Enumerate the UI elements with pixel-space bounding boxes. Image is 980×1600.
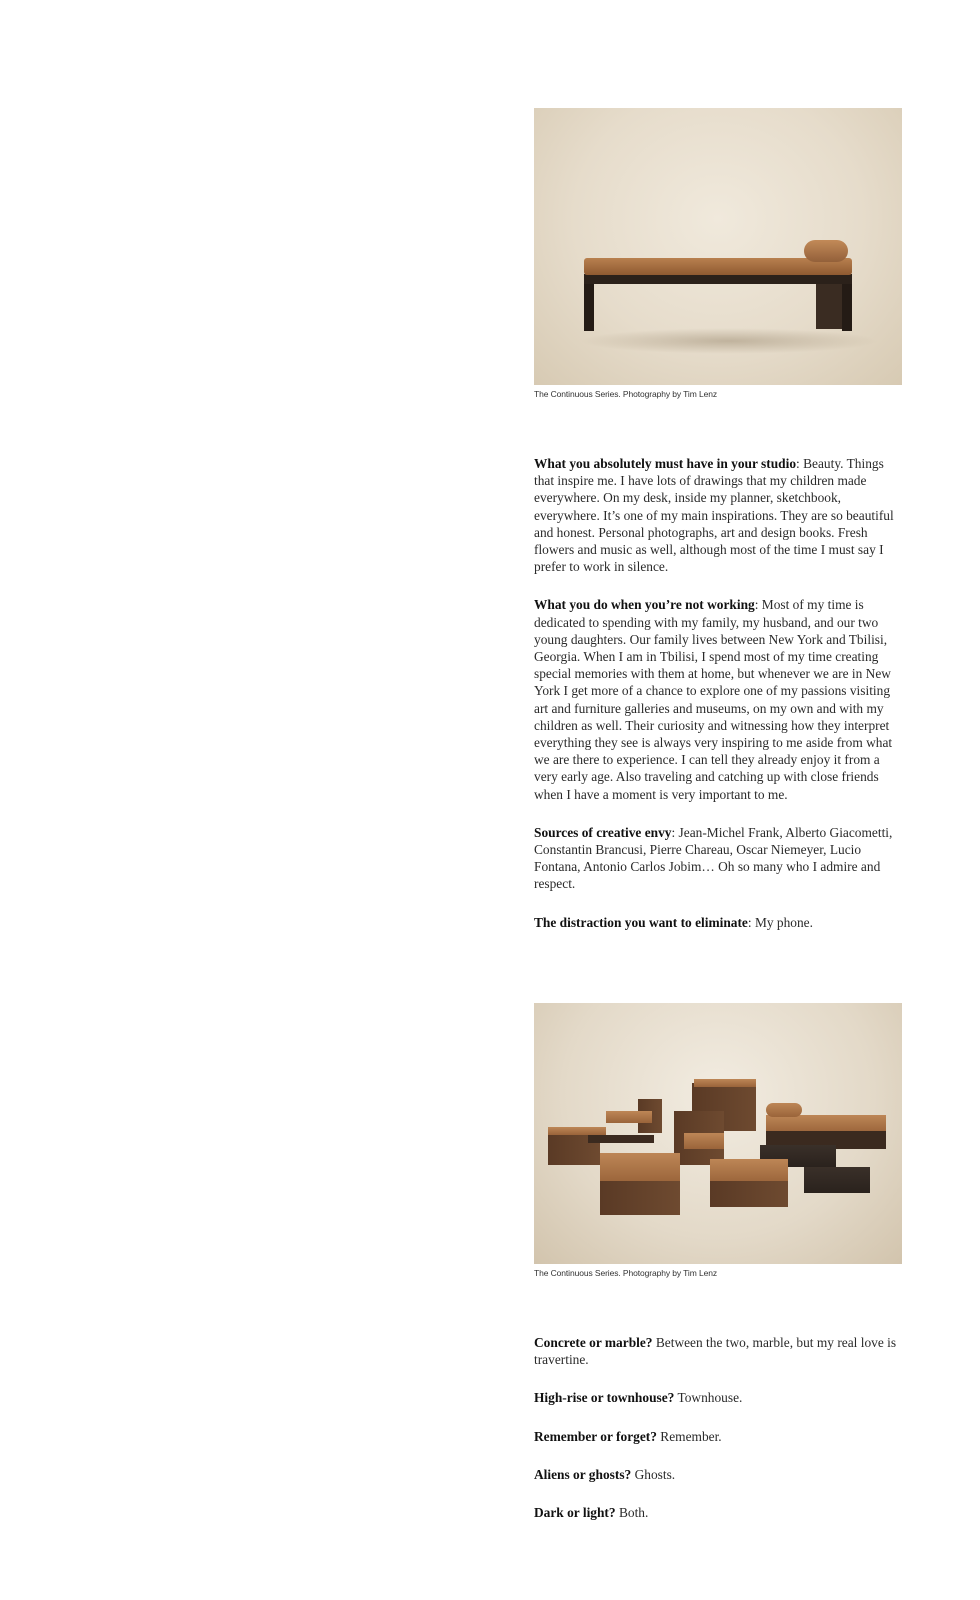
qa-section-1 <box>534 455 902 931</box>
daybed-bolster <box>804 240 848 262</box>
qa-question: Dark or light? <box>534 1505 616 1521</box>
daybed-leg-left <box>584 283 594 331</box>
qa-question: Aliens or ghosts? <box>534 1466 632 1482</box>
daybed-small-bolster <box>766 1103 802 1117</box>
qa-answer: Ghosts. <box>631 1466 676 1482</box>
series-photo <box>534 1003 902 1264</box>
ottoman <box>710 1159 788 1183</box>
daybed-leg-right <box>842 283 852 331</box>
qa-item <box>534 824 902 893</box>
qa-item <box>534 1466 902 1483</box>
daybed-photo <box>534 108 902 385</box>
ottoman-base <box>710 1181 788 1207</box>
desk-top <box>694 1079 756 1087</box>
qa-item <box>534 1504 902 1521</box>
qa-section-2 <box>534 1334 902 1521</box>
qa-answer: : My phone. <box>747 914 813 930</box>
qa-question: What you do when you’re not working <box>534 597 755 613</box>
figure-caption: The Continuous Series. Photography by Tim Lenz <box>534 1268 717 1278</box>
floor-shadow <box>579 328 879 354</box>
figure-daybed <box>534 108 902 399</box>
qa-answer: Remember. <box>656 1428 722 1444</box>
figure-series <box>534 1003 902 1278</box>
qa-item <box>534 914 902 931</box>
qa-item <box>534 1428 902 1445</box>
figure-caption: The Continuous Series. Photography by Tim Lenz <box>534 389 717 399</box>
qa-answer: : Most of my time is dedicated to spending with my family, my husband, and our two young daughters. Our family lives between New York and Tbilisi, Georgia. When I am in Tbilisi, I spend most of my time creating special memories with them at home, but whenever we are in New York I get more of a chance to explore one of my passions visiting art and furniture galleries and museums, on my own and with my children as well. Their curiosity and witnessing how they interpret everything they see is always very inspiring to me aside from what we are there to experience. I can tell they already enjoy it from a very early age. Also traveling and catching up with close friends when I have a moment is very important to me. <box>534 597 893 802</box>
bench-front-base <box>600 1181 680 1215</box>
qa-question: What you absolutely must have in your studio <box>534 456 797 471</box>
qa-answer: Between the two, marble, but my real love is travertine. <box>534 1335 897 1368</box>
qa-question: Sources of creative envy <box>534 824 672 840</box>
qa-answer: Townhouse. <box>674 1390 743 1406</box>
qa-answer: : Beauty. Things that inspire me. I have lots of drawings that my children made everywhere. On my desk, inside my planner, sketchbook, everywhere. It’s one of my main inspirations. They are so beautiful and honest. Personal photographs, art and design books. Fresh flowers and music as well, although most of the time I must say I prefer to work in silence. <box>534 456 894 575</box>
lounge-chair-seat <box>606 1111 652 1123</box>
low-table-left-top <box>548 1127 606 1135</box>
qa-question: Concrete or marble? <box>534 1335 653 1350</box>
qa-answer: : Jean-Michel Frank, Alberto Giacometti, Constantin Brancusi, Pierre Chareau, Oscar Niemeyer, Lucio Fontana, Antonio Carlos Jobim… Oh so many who I admire and respect. <box>534 824 893 892</box>
armchair-seat <box>684 1133 724 1149</box>
coffee-table-dark-2 <box>804 1167 870 1193</box>
qa-question: High-rise or townhouse? <box>534 1390 675 1406</box>
qa-item <box>534 1334 902 1368</box>
qa-item <box>534 596 902 802</box>
qa-item <box>534 455 902 575</box>
qa-item <box>534 1389 902 1406</box>
qa-answer: Both. <box>615 1505 649 1521</box>
qa-question: The distraction you want to eliminate <box>534 914 748 930</box>
qa-question: Remember or forget? <box>534 1428 657 1444</box>
bench-front <box>600 1153 680 1183</box>
connector-bench <box>588 1135 654 1143</box>
daybed-frame <box>584 274 852 284</box>
